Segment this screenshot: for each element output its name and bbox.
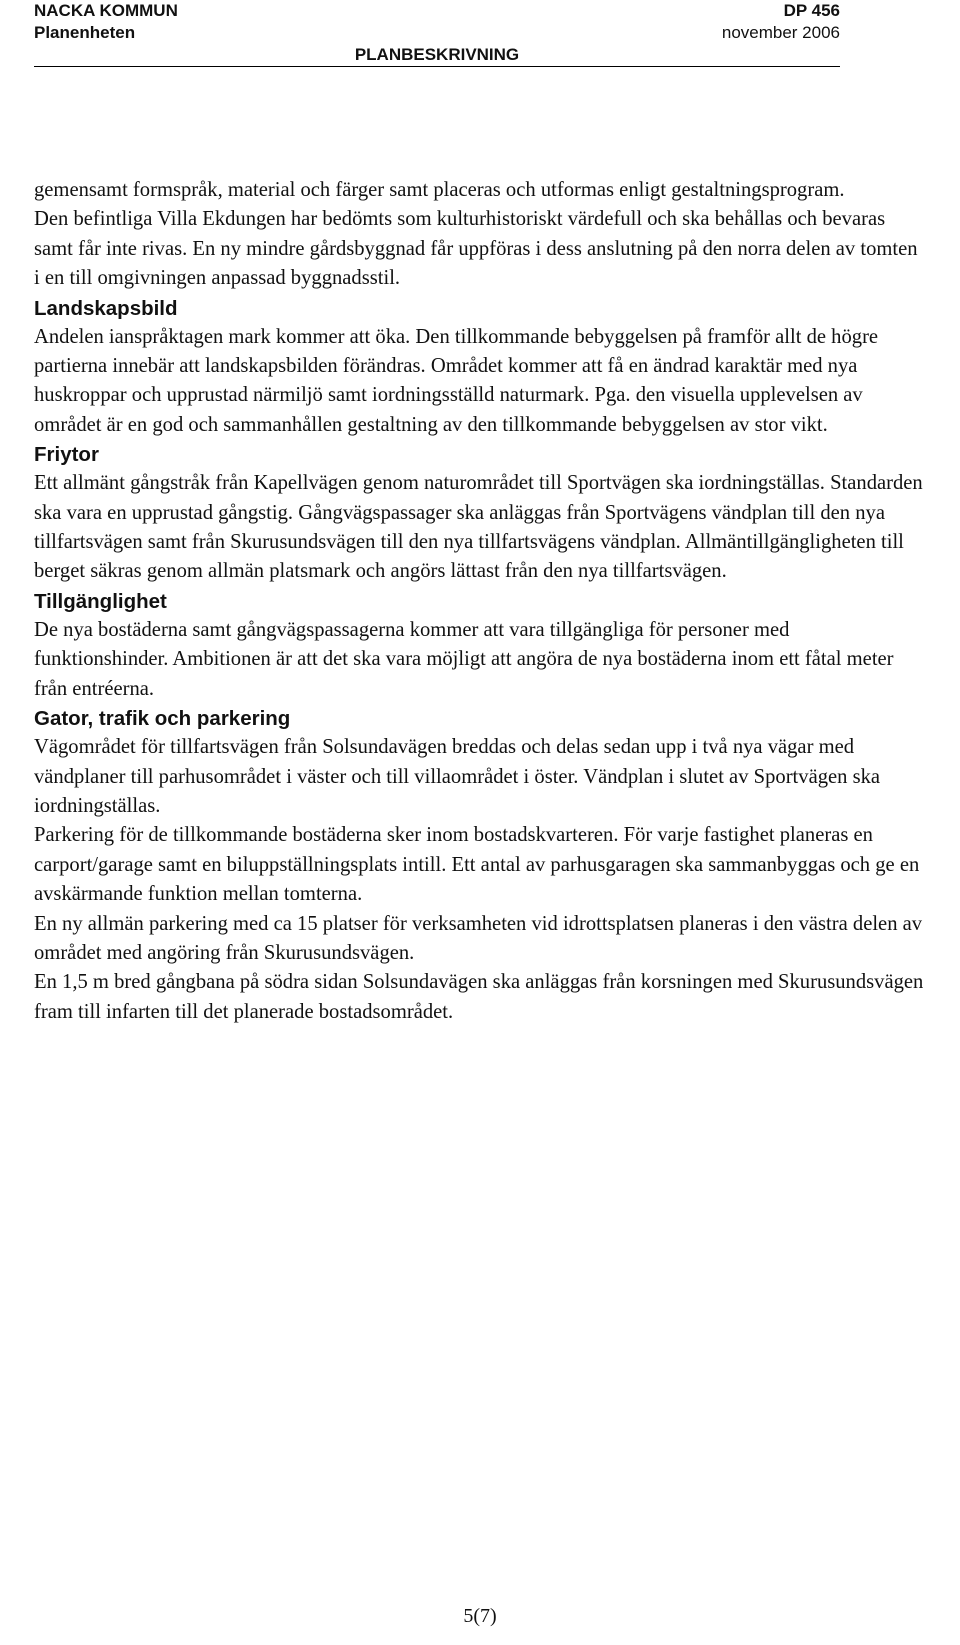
- paragraph-vagomradet: Vägområdet för tillfartsvägen från Solsundavägen breddas och delas sedan upp i två nya vägar med vändplaner till parhusområdet i väster och till villaområdet i öster. Vändplan i slutet av Sportvägen ska iordningställas.: [34, 736, 881, 817]
- paragraph-allman-parkering: En ny allmän parkering med ca 15 platser för verksamheten vid idrottsplatsen planeras i den västra delen av området med angöring från Skurusundsvägen.: [34, 912, 923, 964]
- page-header: [34, 0, 840, 67]
- document-type: PLANBESKRIVNING: [354, 45, 520, 64]
- paragraph-gangbana: En 1,5 m bred gångbana på södra sidan Solsundavägen ska anläggas från korsningen med Skurusundsvägen fram till infarten till det planerade bostadsområdet.: [34, 971, 924, 1023]
- heading-tillganglighet: Tillgänglighet: [34, 589, 167, 613]
- heading-landskapsbild: Landskapsbild: [34, 296, 178, 320]
- paragraph-friytor: Ett allmänt gångstråk från Kapellvägen genom naturområdet till Sportvägen ska iordningställas. Standarden ska vara en upprustad gångstig. Gångvägspassager ska anläggas från Sportvägens vändplan till den nya tillfartsvägen samt från Skurusundsvägen till den nya tillfartsvägens vändplan. Allmäntillgängligheten till berget säkras genom allmän platsmark och angörs lättast från den nya tillfartsvägen.: [34, 472, 923, 583]
- page-number: 5(7): [463, 1605, 497, 1627]
- document-date: november 2006: [721, 23, 840, 42]
- org-name: NACKA KOMMUN: [34, 1, 178, 20]
- paragraph-villa-ekdungen: Den befintliga Villa Ekdungen har bedömts som kulturhistoriskt värdefull och ska behållas och bevaras samt får inte rivas. En ny mindre gårdsbyggnad får uppföras i dess anslutning på den norra delen av tomten i en till omgivningen anpassad byggnadsstil.: [34, 208, 918, 290]
- document-body: [34, 176, 924, 1027]
- paragraph-landskapsbild: Andelen ianspråktagen mark kommer att öka. Den tillkommande bebyggelsen på framför allt de högre partierna innebär att landskapsbilden förändras. Området kommer att få en ändrad karaktär med nya huskroppar och upprustad närmiljö samt iordningsställd naturmark. Pga. den visuella upplevelsen av området är en god och sammanhållen gestaltning av den tillkommande bebyggelsen av stor vikt.: [34, 325, 879, 436]
- plan-number: DP 456: [783, 1, 840, 20]
- heading-gator-trafik-parkering: Gator, trafik och parkering: [34, 707, 291, 731]
- paragraph-parkering: Parkering för de tillkommande bostäderna sker inom bostadskvarteren. För varje fastighet planeras en carport/garage samt en biluppställningsplats intill. Ett antal av parhusgaragen ska sammanbyggas och ge en avskärmande funktion mellan tomterna.: [34, 824, 920, 906]
- heading-friytor: Friytor: [34, 443, 99, 467]
- paragraph-intro: gemensamt formspråk, material och färger samt placeras och utformas enligt gestaltningsprogram.: [34, 179, 845, 201]
- department-name: Planenheten: [34, 23, 136, 42]
- paragraph-tillganglighet: De nya bostäderna samt gångvägspassagerna kommer att vara tillgängliga för personer med funktionshinder. Ambitionen är att det ska vara möjligt att angöra de nya bostäderna inom ett fåtal meter från entréerna.: [34, 618, 894, 700]
